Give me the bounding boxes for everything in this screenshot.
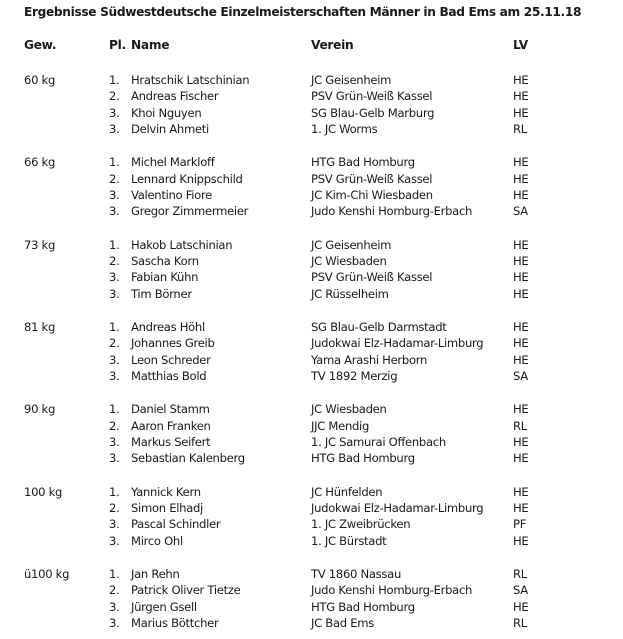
lv-cell: HE — [513, 434, 529, 449]
result-row — [0, 401, 623, 417]
place-cell: 3. — [109, 105, 120, 120]
place-cell: 2. — [109, 171, 120, 186]
club-cell: SG Blau-Gelb Marburg — [311, 105, 435, 120]
club-cell: SG Blau-Gelb Darmstadt — [311, 319, 447, 334]
header-weight: Gew. — [24, 38, 57, 52]
result-row — [0, 121, 623, 137]
weight-class-label: 66 kg — [24, 155, 56, 170]
header-club: Verein — [311, 38, 354, 52]
athlete-name-cell: Jan Rehn — [131, 566, 180, 581]
lv-cell: RL — [513, 418, 527, 433]
place-cell: 3. — [109, 615, 120, 630]
place-cell: 3. — [109, 204, 120, 219]
lv-cell: RL — [513, 122, 527, 137]
athlete-name-cell: Jürgen Gsell — [131, 599, 197, 614]
club-cell: JC Wiesbaden — [311, 402, 387, 417]
result-row — [0, 566, 623, 582]
result-row — [0, 237, 623, 253]
place-cell: 2. — [109, 336, 120, 351]
club-cell: TV 1892 Merzig — [311, 369, 398, 384]
athlete-name-cell: Lennard Knippschild — [131, 171, 243, 186]
result-row — [0, 368, 623, 384]
athlete-name-cell: Andreas Fischer — [131, 89, 219, 104]
weight-class-label: 81 kg — [24, 319, 56, 334]
club-cell: Yama Arashi Herborn — [311, 352, 428, 367]
club-cell: JC Bad Ems — [311, 615, 374, 630]
result-row — [0, 516, 623, 532]
lv-cell: HE — [513, 286, 529, 301]
lv-cell: HE — [513, 253, 529, 268]
club-cell: Judokwai Elz-Hadamar-Limburg — [311, 336, 484, 351]
athlete-name-cell: Leon Schreder — [131, 352, 211, 367]
athlete-name-cell: Aaron Franken — [131, 418, 211, 433]
result-row — [0, 352, 623, 368]
club-cell: JC Hünfelden — [311, 484, 383, 499]
athlete-name-cell: Patrick Oliver Tietze — [131, 583, 241, 598]
club-cell: 1. JC Bürstadt — [311, 533, 387, 548]
lv-cell: HE — [513, 89, 529, 104]
place-cell: 1. — [109, 566, 120, 581]
result-row — [0, 319, 623, 335]
place-cell: 3. — [109, 352, 120, 367]
place-cell: 3. — [109, 369, 120, 384]
athlete-name-cell: Sebastian Kalenberg — [131, 451, 245, 466]
weight-class-label: 100 kg — [24, 484, 63, 499]
weight-class-group — [0, 319, 623, 389]
club-cell: PSV Grün-Weiß Kassel — [311, 171, 433, 186]
place-cell: 1. — [109, 155, 120, 170]
athlete-name-cell: Gregor Zimmermeier — [131, 204, 249, 219]
lv-cell: SA — [513, 583, 528, 598]
athlete-name-cell: Daniel Stamm — [131, 402, 210, 417]
athlete-name-cell: Hakob Latschinian — [131, 237, 233, 252]
result-row — [0, 599, 623, 615]
result-row — [0, 286, 623, 302]
lv-cell: SA — [513, 204, 528, 219]
lv-cell: SA — [513, 369, 528, 384]
lv-cell: HE — [513, 171, 529, 186]
place-cell: 3. — [109, 451, 120, 466]
lv-cell: HE — [513, 451, 529, 466]
lv-cell: HE — [513, 105, 529, 120]
weight-class-label: 90 kg — [24, 402, 56, 417]
club-cell: Judo Kenshi Homburg-Erbach — [311, 204, 473, 219]
result-row — [0, 154, 623, 170]
athlete-name-cell: Markus Seifert — [131, 434, 211, 449]
place-cell: 3. — [109, 599, 120, 614]
place-cell: 2. — [109, 253, 120, 268]
weight-class-group — [0, 154, 623, 224]
place-cell: 2. — [109, 89, 120, 104]
club-cell: TV 1860 Nassau — [311, 566, 401, 581]
weight-class-group — [0, 237, 623, 307]
result-row — [0, 171, 623, 187]
club-cell: JJC Mendig — [311, 418, 370, 433]
lv-cell: HE — [513, 500, 529, 515]
athlete-name-cell: Johannes Greib — [131, 336, 215, 351]
header-lv: LV — [513, 38, 528, 52]
club-cell: HTG Bad Homburg — [311, 599, 415, 614]
result-row — [0, 484, 623, 500]
lv-cell: HE — [513, 336, 529, 351]
lv-cell: HE — [513, 402, 529, 417]
lv-cell: HE — [513, 599, 529, 614]
athlete-name-cell: Hratschik Latschinian — [131, 73, 250, 87]
athlete-name-cell: Marius Böttcher — [131, 615, 219, 630]
club-cell: Judo Kenshi Homburg-Erbach — [311, 583, 473, 598]
athlete-name-cell: Matthias Bold — [131, 369, 207, 384]
place-cell: 3. — [109, 517, 120, 532]
place-cell: 3. — [109, 434, 120, 449]
athlete-name-cell: Khoi Nguyen — [131, 105, 202, 120]
result-row — [0, 335, 623, 351]
athlete-name-cell: Simon Elhadj — [131, 500, 203, 515]
lv-cell: HE — [513, 188, 529, 203]
place-cell: 3. — [109, 122, 120, 137]
athlete-name-cell: Michel Markloff — [131, 155, 215, 170]
weight-class-group — [0, 566, 623, 636]
club-cell: JC Geisenheim — [311, 73, 392, 87]
lv-cell: HE — [513, 319, 529, 334]
athlete-name-cell: Fabian Kühn — [131, 270, 199, 285]
weight-class-group — [0, 401, 623, 471]
athlete-name-cell: Yannick Kern — [131, 484, 201, 499]
lv-cell: HE — [513, 533, 529, 548]
weight-class-group — [0, 484, 623, 554]
lv-cell: RL — [513, 615, 527, 630]
result-row — [0, 500, 623, 516]
place-cell: 1. — [109, 402, 120, 417]
club-cell: Judokwai Elz-Hadamar-Limburg — [311, 500, 484, 515]
athlete-name-cell: Pascal Schindler — [131, 517, 221, 532]
result-row — [0, 105, 623, 121]
club-cell: HTG Bad Homburg — [311, 451, 415, 466]
club-cell: PSV Grün-Weiß Kassel — [311, 270, 433, 285]
header-name: Name — [131, 38, 170, 52]
club-cell: PSV Grün-Weiß Kassel — [311, 89, 433, 104]
athlete-name-cell: Delvin Ahmeti — [131, 122, 209, 137]
result-row — [0, 450, 623, 466]
athlete-name-cell: Mirco Ohl — [131, 533, 183, 548]
lv-cell: HE — [513, 484, 529, 499]
result-row — [0, 533, 623, 549]
club-cell: JC Rüsselheim — [311, 286, 389, 301]
athlete-name-cell: Valentino Fiore — [131, 188, 213, 203]
result-row — [0, 615, 623, 631]
club-cell: 1. JC Worms — [311, 122, 378, 137]
club-cell: 1. JC Samurai Offenbach — [311, 434, 446, 449]
result-row — [0, 582, 623, 598]
club-cell: 1. JC Zweibrücken — [311, 517, 411, 532]
place-cell: 3. — [109, 533, 120, 548]
result-row — [0, 203, 623, 219]
result-row — [0, 434, 623, 450]
result-row — [0, 269, 623, 285]
place-cell: 3. — [109, 188, 120, 203]
club-cell: JC Wiesbaden — [311, 253, 387, 268]
club-cell: HTG Bad Homburg — [311, 155, 415, 170]
lv-cell: PF — [513, 517, 527, 532]
place-cell: 1. — [109, 73, 120, 87]
lv-cell: HE — [513, 352, 529, 367]
weight-class-label: 60 kg — [24, 73, 56, 87]
place-cell: 2. — [109, 500, 120, 515]
page-title: Ergebnisse Südwestdeutsche Einzelmeisterschaften Männer in Bad Ems am 25.11.18 — [24, 5, 582, 19]
lv-cell: HE — [513, 73, 529, 87]
weight-class-group — [0, 72, 623, 142]
place-cell: 1. — [109, 484, 120, 499]
place-cell: 3. — [109, 270, 120, 285]
athlete-name-cell: Tim Börner — [131, 286, 192, 301]
place-cell: 3. — [109, 286, 120, 301]
athlete-name-cell: Andreas Höhl — [131, 319, 205, 334]
result-row — [0, 187, 623, 203]
athlete-name-cell: Sascha Korn — [131, 253, 199, 268]
weight-class-label: ü100 kg — [24, 566, 70, 581]
place-cell: 2. — [109, 418, 120, 433]
club-cell: JC Kim-Chi Wiesbaden — [311, 188, 433, 203]
result-row — [0, 72, 623, 88]
lv-cell: HE — [513, 237, 529, 252]
place-cell: 2. — [109, 583, 120, 598]
place-cell: 1. — [109, 237, 120, 252]
result-row — [0, 88, 623, 104]
lv-cell: RL — [513, 566, 527, 581]
result-row — [0, 253, 623, 269]
lv-cell: HE — [513, 155, 529, 170]
place-cell: 1. — [109, 319, 120, 334]
club-cell: JC Geisenheim — [311, 237, 392, 252]
result-row — [0, 418, 623, 434]
header-place: Pl. — [109, 38, 126, 52]
lv-cell: HE — [513, 270, 529, 285]
weight-class-label: 73 kg — [24, 237, 56, 252]
